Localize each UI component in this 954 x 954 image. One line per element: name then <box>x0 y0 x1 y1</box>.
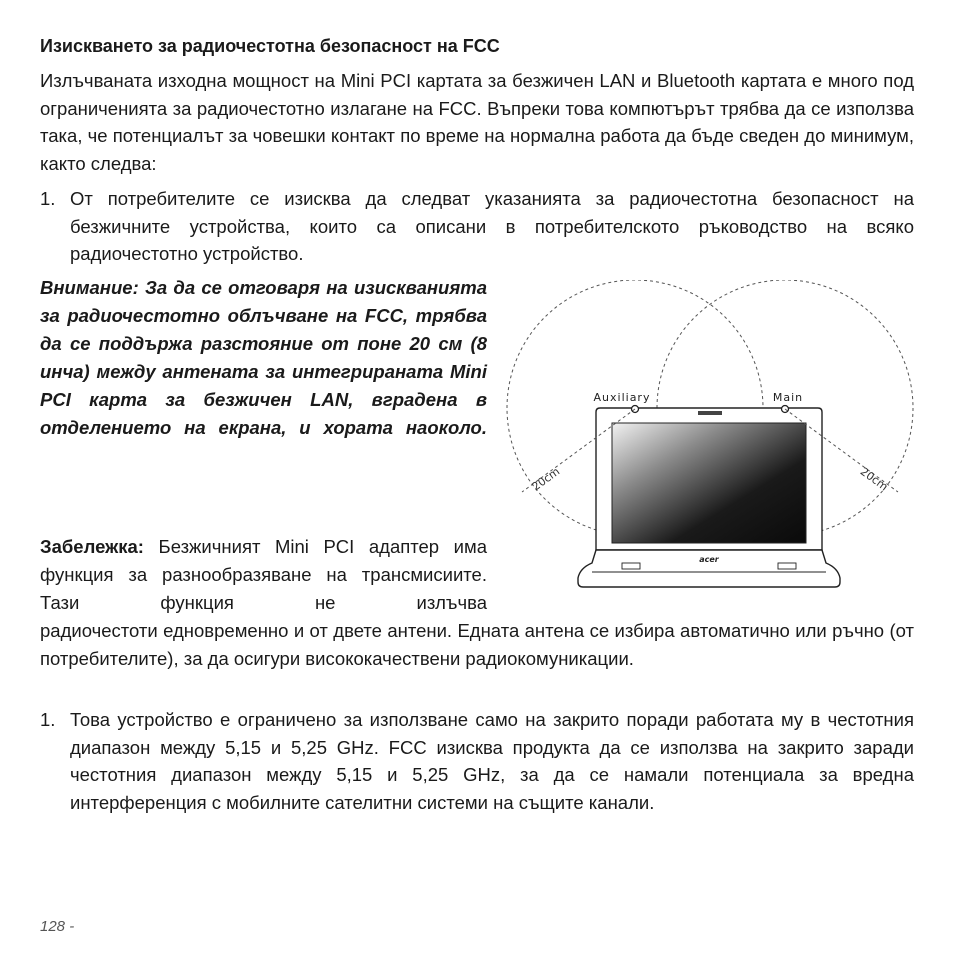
warning-paragraph: Внимание: За да се отговаря на изискванията за радиочестотно облъчване на FCC, трябва да се поддържа разстояние от поне 20 см (8 инча) между антената за интегрираната Mini PCI карта за безжичен LAN, вградена в отделението на екрана, и хората наоколо. <box>40 277 487 438</box>
brand-logo: acer <box>699 555 719 564</box>
distance-label-right: 20cm <box>857 464 891 494</box>
distance-label-left: 20cm <box>529 464 563 494</box>
list-item <box>40 706 914 816</box>
list-item-text: От потребителите се изисква да следват указанията за радиочестотна безопасност на безжичните устройства, които са описани в потребителското ръководство на всяко радиочестотно устройство. <box>70 188 914 264</box>
note-text: Безжичният Mini PCI адаптер има функция за разнообразяване на трансмисиите. Тази функция не излъчва <box>40 536 487 613</box>
list-item-number: 1. <box>40 709 56 730</box>
page-number: 128 - <box>40 918 75 935</box>
section-heading: Изискването за радиочестотна безопасност на FCC <box>40 36 500 56</box>
hinge-left <box>622 563 640 569</box>
intro-paragraph: Излъчваната изходна мощност на Mini PCI картата за безжичен LAN и Bluetooth картата е много под ограниченията за радиочестотно излагане на FCC. Въпреки това компютърът трябва да се използва така, че потенциалът за човешки контакт по време на нормална работа да бъде сведен до минимум, както следва: <box>40 70 914 174</box>
auxiliary-label: Auxiliary <box>593 391 651 404</box>
antenna-diagram <box>500 280 920 600</box>
main-label: Main <box>772 391 804 404</box>
list-item-number: 1. <box>40 188 56 209</box>
webcam-slot <box>698 411 722 415</box>
hinge-right <box>778 563 796 569</box>
antenna-diagram-svg <box>500 280 920 600</box>
note-label: Забележка: <box>40 536 144 557</box>
laptop-screen <box>612 423 806 543</box>
note-paragraph <box>40 533 487 617</box>
list-item-text: Това устройство е ограничено за използване само на закрито поради работата му в честотния диапазон между 5,15 и 5,25 GHz. FCC изисква продукта да се използва на закрито заради честотния диапазон между 5,15 и 5,25 GHz, за да се намали потенциала за вредна интерференция с мобилните сателитни системи на същите канали. <box>70 709 914 813</box>
list-item <box>40 185 914 268</box>
note-continuation: радиочестоти едновременно и от двете антени. Едната антена се избира автоматично или ръчно (от потребителите), за да осигури висококачествени радиокомуникации. <box>40 620 914 669</box>
